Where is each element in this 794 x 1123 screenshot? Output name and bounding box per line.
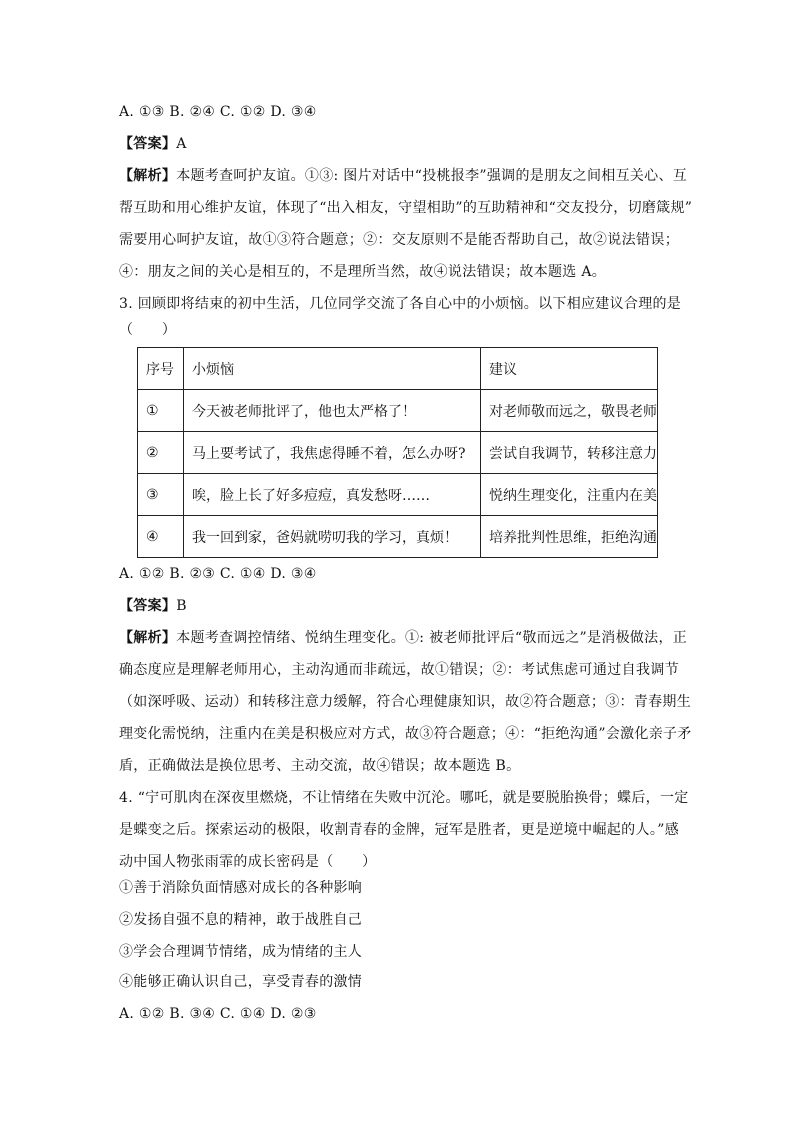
table-row bbox=[138, 516, 658, 558]
table-header-row bbox=[138, 348, 658, 390]
q3-analysis-line-2: 确态度应是理解老师用心，主动沟通而非疏远，故①错误；②：考试焦虑可通过自我调节 bbox=[119, 662, 679, 678]
q3-analysis-line-3: （如深呼吸、运动）和转移注意力缓解，符合心理健康知识，故②符合题意；③：青春期生 bbox=[119, 694, 691, 710]
q3-stem-line-1: 3. 回顾即将结束的初中生活，几位同学交流了各自心中的小烦恼。以下相应建议合理的是 bbox=[119, 296, 682, 312]
q3-analysis-line-4: 理变化需悦纳，注重内在美是积极应对方式，故③符合题意；④：“拒绝沟通”会激化亲子矛 bbox=[119, 726, 692, 742]
table-row bbox=[138, 474, 658, 516]
q4-stem-line-3: 动中国人物张雨霏的成长密码是（ ） bbox=[119, 854, 377, 870]
q4-item-4: ④能够正确认识自己，享受青春的激情 bbox=[119, 974, 363, 990]
table-cell: ③ bbox=[138, 474, 184, 516]
answer-tag: 【答案】 bbox=[119, 598, 177, 614]
table-cell: 培养批判性思维，拒绝沟通 bbox=[481, 516, 658, 558]
q3-answer-line bbox=[119, 596, 679, 616]
table-header-cell: 小烦恼 bbox=[184, 348, 481, 390]
table-cell: 我一回到家，爸妈就唠叨我的学习，真烦！ bbox=[184, 516, 481, 558]
q4-stem-line-2: 是蝶变之后。探索运动的极限，收割青春的金牌，冠军是胜者，更是逆境中崛起的人。”感 bbox=[119, 822, 679, 838]
table-cell: 今天被老师批评了，他也太严格了！ bbox=[184, 390, 481, 432]
q4-stem-line-1: 4. “宁可肌肉在深夜里燃烧，不让情绪在失败中沉沦。哪吒，就是要脱胎换骨；蝶后，一定 bbox=[119, 790, 689, 806]
table-cell: 悦纳生理变化，注重内在美 bbox=[481, 474, 658, 516]
q2-answer: A bbox=[176, 136, 187, 152]
q2-options: A. ①③ B. ②④ C. ①② D. ③④ bbox=[119, 104, 317, 120]
table-cell: 唉，脸上长了好多痘痘，真发愁呀…… bbox=[184, 474, 481, 516]
q3-table bbox=[137, 347, 658, 558]
q2-answer-line bbox=[119, 134, 679, 154]
table-header-cell: 序号 bbox=[138, 348, 184, 390]
analysis-tag: 【解析】 bbox=[119, 630, 177, 646]
q2-analysis-line-1: 【解析】本题考查呵护友谊。①③: 图片对话中“投桃报李”强调的是朋友之间相互关心、互 bbox=[119, 168, 688, 184]
q3-analysis-line-5: 盾，正确做法是换位思考、主动交流，故④错误；故本题选 B。 bbox=[119, 758, 521, 774]
table-cell: ④ bbox=[138, 516, 184, 558]
table-cell: ① bbox=[138, 390, 184, 432]
q4-item-2: ②发扬自强不息的精神，敢于战胜自己 bbox=[119, 912, 363, 928]
table-cell: 马上要考试了，我焦虑得睡不着，怎么办呀? bbox=[184, 432, 481, 474]
q3-options: A. ①② B. ②③ C. ①④ D. ③④ bbox=[119, 566, 317, 582]
table-header-cell: 建议 bbox=[481, 348, 658, 390]
q3-stem-line-2: （ ） bbox=[119, 322, 177, 338]
table-row bbox=[138, 390, 658, 432]
table-cell: 尝试自我调节，转移注意力 bbox=[481, 432, 658, 474]
table-cell: 对老师敬而远之，敬畏老师 bbox=[481, 390, 658, 432]
q2-analysis-line-3: 需要用心呵护友谊，故①③符合题意；②：交友原则不是能否帮助自己，故②说法错误； bbox=[119, 232, 679, 248]
table-row bbox=[138, 432, 658, 474]
q4-options: A. ①② B. ③④ C. ①④ D. ②③ bbox=[119, 1006, 317, 1022]
table-cell: ② bbox=[138, 432, 184, 474]
q4-item-1: ①善于消除负面情感对成长的各种影响 bbox=[119, 880, 363, 896]
answer-tag: 【答案】 bbox=[119, 136, 177, 152]
analysis-tag: 【解析】 bbox=[119, 168, 177, 184]
q2-analysis-line-2: 帮互助和用心维护友谊，体现了“出入相友，守望相助”的互助精神和“交友投分，切磨箴规” bbox=[119, 200, 693, 216]
q3-answer: B bbox=[176, 598, 187, 614]
q4-item-3: ③学会合理调节情绪，成为情绪的主人 bbox=[119, 944, 363, 960]
q2-analysis-line-4: ④：朋友之间的关心是相互的，不是理所当然，故④说法错误；故本题选 A。 bbox=[119, 264, 607, 280]
q3-analysis-line-1: 【解析】本题考查调控情绪、悦纳生理变化。①: 被老师批评后“敬而远之”是消极做法，正 bbox=[119, 630, 688, 646]
